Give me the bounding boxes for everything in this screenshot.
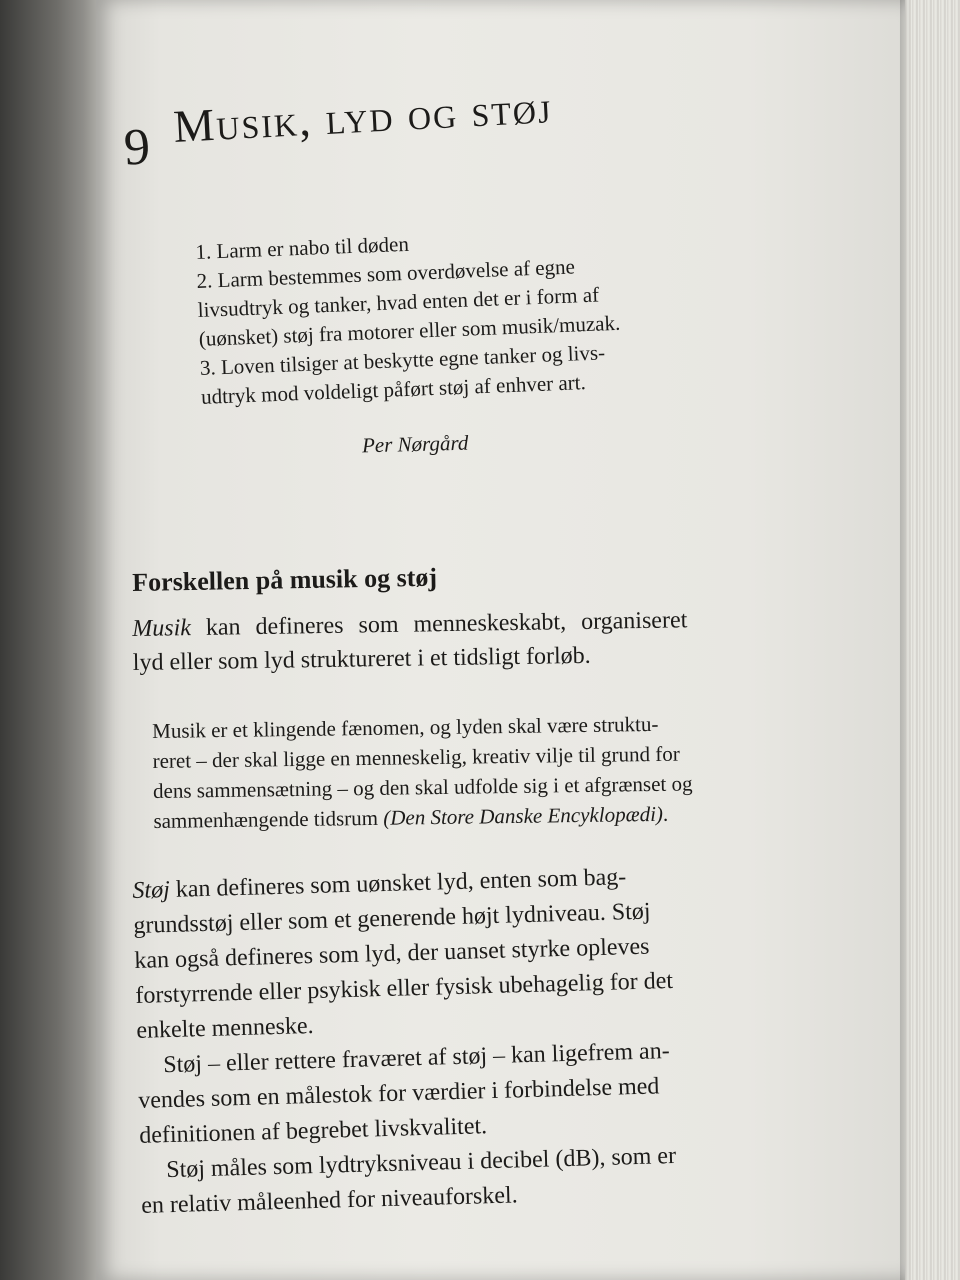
paragraph-line: lyd eller som lyd struktureret i et tidsligt forløb.: [132, 642, 591, 676]
paragraph-line: enkelte menneske.: [136, 1012, 314, 1044]
quote-line: dens sammensætning – og den skal udfolde sig i et afgrænset og: [152, 771, 693, 803]
section-heading: Forskellen på musik og støj: [132, 562, 438, 597]
book-gutter: [0, 0, 104, 1280]
quote-source: (Den Store Danske Encyklopædi): [383, 801, 664, 830]
paragraph-text: kan defineres som uønsket lyd, enten som bag-: [169, 864, 627, 903]
page-edges: [905, 0, 960, 1280]
term-musik: Musik: [132, 615, 192, 642]
epigraph: [195, 220, 671, 412]
epigraph-line: udtryk mod voldeligt påført støj af enhver art.: [200, 370, 587, 409]
chapter-title: Musik, lyd og støj: [172, 81, 554, 152]
quote-line: Musik er et klingende fænomen, og lyden skal være struktu-: [152, 711, 659, 743]
quote-line: reret – der skal ligge en menneskelig, kreativ vilje til grund for: [152, 741, 680, 773]
page-edge-shadow: [900, 0, 910, 1280]
paragraph-line: kan også defineres som lyd, der uanset styrke opleves: [134, 933, 650, 974]
paragraph-musik: [132, 602, 753, 680]
paragraph-line: grundsstøj eller som et generende højt lydniveau. Støj: [133, 898, 651, 939]
paragraph-line: en relativ måleenhed for niveauforskel.: [140, 1182, 518, 1219]
quote-text: .: [662, 801, 669, 826]
paragraph-line: vendes som en målestok for værdier i forbindelse med: [137, 1073, 660, 1114]
epigraph-attribution: Per Nørgård: [361, 430, 469, 458]
epigraph-line: 3. Loven tilsiger at beskytte egne tanker og livs-: [199, 340, 606, 380]
term-stoj: Støj: [132, 876, 171, 904]
block-quote: [152, 708, 754, 836]
paragraph-text: kan defineres som menneskeskabt, organiseret: [190, 607, 688, 642]
paragraph-line: Støj – eller rettere fraværet af støj – kan ligefrem an-: [162, 1038, 670, 1079]
epigraph-line: 1. Larm er nabo til døden: [195, 231, 410, 264]
body-text: [132, 857, 762, 1224]
epigraph-line: 2. Larm bestemmes som overdøvelse af egne: [196, 254, 576, 293]
epigraph-line: livsudtryk og tanker, hvad enten det er i form af: [197, 282, 600, 322]
epigraph-line: (uønsket) støj fra motorer eller som musik/muzak.: [198, 310, 621, 351]
quote-text: sammenhængende tidsrum: [153, 805, 384, 833]
chapter-number: 9: [122, 118, 152, 177]
paragraph-line: Støj måles som lydtryksniveau i decibel (dB), som er: [165, 1142, 677, 1184]
paragraph-line: definitionen af begrebet livskvalitet.: [138, 1113, 488, 1149]
paragraph-line: forstyrrende eller psykisk eller fysisk ubehagelig for det: [135, 967, 674, 1009]
